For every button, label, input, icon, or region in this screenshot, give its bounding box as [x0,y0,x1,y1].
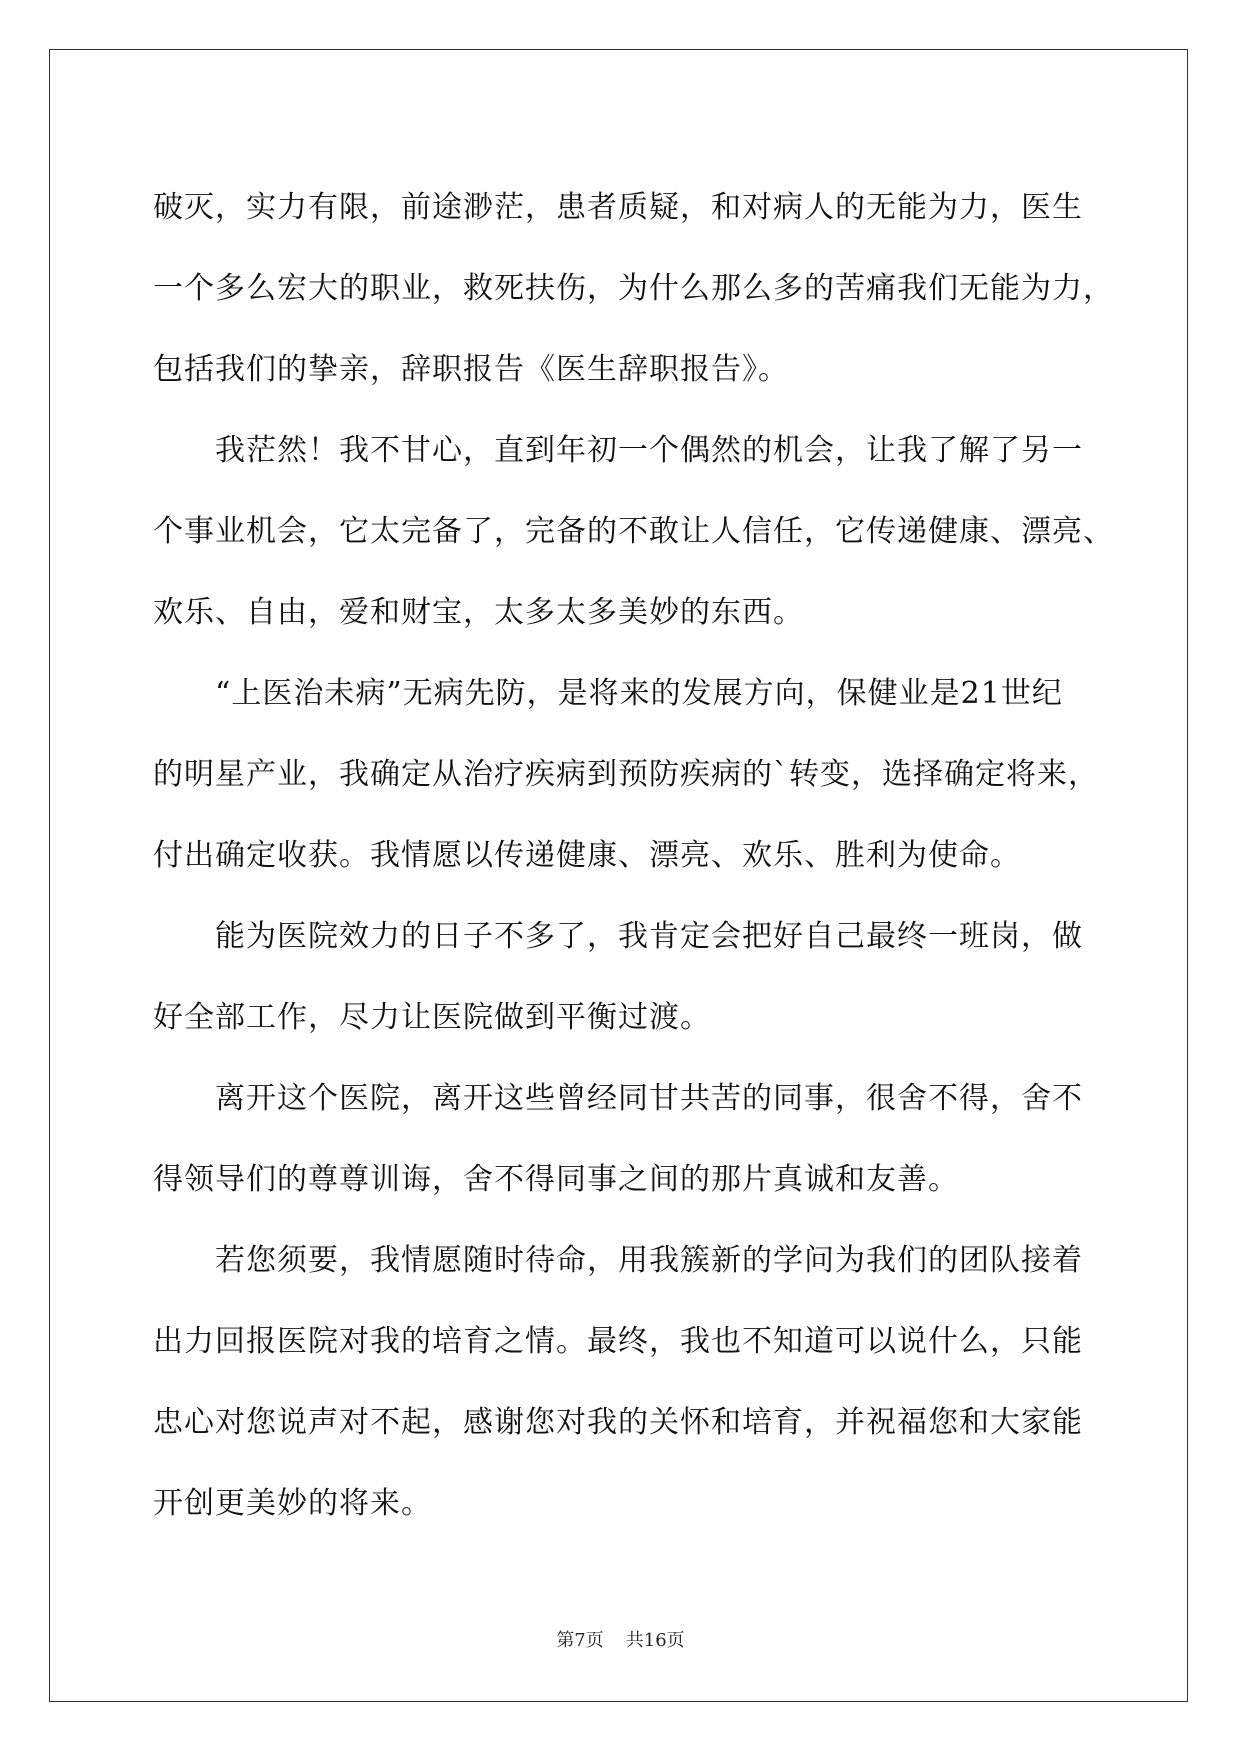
text-line: 包括我们的挚亲，辞职报告《医生辞职报告》。 [153,352,789,387]
text-line: 好全部工作，尽力让医院做到平衡过渡。 [153,1000,711,1035]
paragraph-6 [153,1220,1108,1544]
text-line: “上医治未病”无病先防，是将来的发展方向，保健业是21世纪 [215,676,1063,711]
text-line: 破灭，实力有限，前途渺茫，患者质疑，和对病人的无能为力，医生 [153,190,1083,225]
paragraph-3 [153,653,1108,896]
page-footer [0,1626,1241,1652]
page-number: 第7页 [556,1630,604,1651]
text-line: 欢乐、自由，爱和财宝，太多太多美妙的东西。 [153,595,804,630]
text-line: 开创更美妙的将来。 [153,1486,432,1521]
text-line: 付出确定收获。我情愿以传递健康、漂亮、欢乐、胜利为使命。 [153,838,1021,873]
paragraph-2 [153,410,1114,653]
page-total: 共16页 [625,1630,685,1651]
paragraph-4 [153,896,1108,1058]
text-line: 忠心对您说声对不起，感谢您对我的关怀和培育，并祝福您和大家能 [153,1405,1083,1440]
text-line: 我茫然！我不甘心，直到年初一个偶然的机会，让我了解了另一 [215,433,1083,468]
text-line: 离开这个医院，离开这些曾经同甘共苦的同事，很舍不得，舍不 [215,1081,1083,1116]
text-line: 得领导们的尊尊训诲，舍不得同事之间的那片真诚和友善。 [153,1162,959,1197]
text-line: 能为医院效力的日子不多了，我肯定会把好自己最终一班岗，做 [215,919,1083,954]
paragraph-1 [153,167,1114,410]
text-line: 若您须要，我情愿随时待命，用我簇新的学问为我们的团队接着 [215,1243,1083,1278]
document-body [153,167,1114,1544]
text-line: 一个多么宏大的职业，救死扶伤，为什么那么多的苦痛我们无能为力， [153,271,1114,306]
text-line: 的明星产业，我确定从治疗疾病到预防疾病的`转变，选择确定将来， [153,757,1099,792]
text-line: 出力回报医院对我的培育之情。最终，我也不知道可以说什么，只能 [153,1324,1083,1359]
paragraph-5 [153,1058,1108,1220]
text-line: 个事业机会，它太完备了，完备的不敢让人信任，它传递健康、漂亮、 [153,514,1114,549]
